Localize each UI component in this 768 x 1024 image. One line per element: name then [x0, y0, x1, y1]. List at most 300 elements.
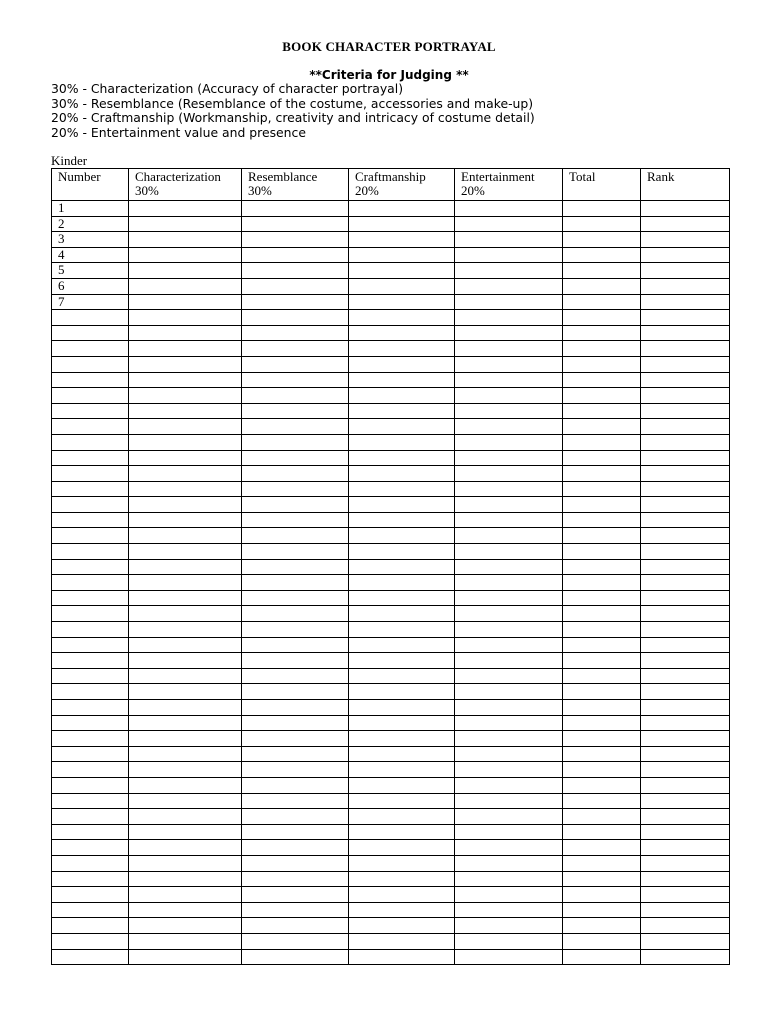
cell-total	[563, 824, 641, 840]
cell-number	[52, 356, 129, 372]
cell-resemblance	[242, 871, 349, 887]
cell-resemblance	[242, 356, 349, 372]
cell-resemblance	[242, 746, 349, 762]
cell-number	[52, 871, 129, 887]
table-row	[52, 855, 730, 871]
cell-rank	[641, 918, 730, 934]
cell-rank	[641, 419, 730, 435]
cell-characterization	[129, 528, 242, 544]
table-row	[52, 310, 730, 326]
cell-characterization	[129, 450, 242, 466]
cell-craftmanship	[349, 310, 455, 326]
cell-resemblance	[242, 606, 349, 622]
column-header-total: Total	[563, 169, 641, 201]
cell-entertainment	[455, 559, 563, 575]
table-row	[52, 606, 730, 622]
cell-resemblance	[242, 949, 349, 965]
table-row	[52, 356, 730, 372]
cell-resemblance	[242, 777, 349, 793]
table-row	[52, 762, 730, 778]
cell-rank	[641, 325, 730, 341]
cell-rank	[641, 232, 730, 248]
cell-craftmanship	[349, 762, 455, 778]
cell-number	[52, 887, 129, 903]
cell-rank	[641, 356, 730, 372]
table-row	[52, 575, 730, 591]
table-row	[52, 731, 730, 747]
cell-total	[563, 590, 641, 606]
table-row	[52, 419, 730, 435]
cell-number	[52, 434, 129, 450]
cell-entertainment	[455, 325, 563, 341]
cell-total	[563, 840, 641, 856]
cell-characterization	[129, 263, 242, 279]
table-row	[52, 263, 730, 279]
cell-total	[563, 434, 641, 450]
cell-craftmanship	[349, 871, 455, 887]
cell-craftmanship	[349, 216, 455, 232]
criteria-list	[51, 82, 535, 140]
cell-resemblance	[242, 419, 349, 435]
cell-rank	[641, 216, 730, 232]
cell-entertainment	[455, 840, 563, 856]
cell-characterization	[129, 232, 242, 248]
cell-craftmanship	[349, 777, 455, 793]
table-row	[52, 528, 730, 544]
cell-entertainment	[455, 637, 563, 653]
cell-total	[563, 201, 641, 217]
cell-craftmanship	[349, 450, 455, 466]
cell-characterization	[129, 341, 242, 357]
cell-number	[52, 372, 129, 388]
cell-entertainment	[455, 372, 563, 388]
cell-number: 3	[52, 232, 129, 248]
cell-resemblance	[242, 201, 349, 217]
table-row	[52, 871, 730, 887]
cell-number	[52, 653, 129, 669]
cell-resemblance	[242, 668, 349, 684]
cell-resemblance	[242, 403, 349, 419]
table-row	[52, 216, 730, 232]
cell-total	[563, 512, 641, 528]
cell-rank	[641, 933, 730, 949]
table-row	[52, 777, 730, 793]
table-row	[52, 544, 730, 560]
cell-rank	[641, 887, 730, 903]
cell-total	[563, 622, 641, 638]
table-row	[52, 887, 730, 903]
cell-resemblance	[242, 715, 349, 731]
cell-number	[52, 700, 129, 716]
cell-resemblance	[242, 512, 349, 528]
cell-characterization	[129, 544, 242, 560]
table-row	[52, 232, 730, 248]
cell-total	[563, 466, 641, 482]
cell-rank	[641, 855, 730, 871]
cell-craftmanship	[349, 481, 455, 497]
cell-entertainment	[455, 590, 563, 606]
cell-rank	[641, 653, 730, 669]
column-header-entertainment: Entertainment 20%	[455, 169, 563, 201]
cell-entertainment	[455, 933, 563, 949]
cell-craftmanship	[349, 902, 455, 918]
cell-craftmanship	[349, 466, 455, 482]
cell-total	[563, 777, 641, 793]
cell-craftmanship	[349, 559, 455, 575]
cell-entertainment	[455, 497, 563, 513]
table-row	[52, 450, 730, 466]
cell-entertainment	[455, 809, 563, 825]
cell-entertainment	[455, 762, 563, 778]
cell-entertainment	[455, 871, 563, 887]
cell-characterization	[129, 715, 242, 731]
cell-number	[52, 466, 129, 482]
cell-entertainment	[455, 918, 563, 934]
table-row	[52, 341, 730, 357]
cell-craftmanship	[349, 497, 455, 513]
cell-characterization	[129, 201, 242, 217]
cell-craftmanship	[349, 247, 455, 263]
table-row	[52, 325, 730, 341]
cell-entertainment	[455, 232, 563, 248]
cell-rank	[641, 528, 730, 544]
cell-characterization	[129, 637, 242, 653]
column-header-rank: Rank	[641, 169, 730, 201]
cell-craftmanship	[349, 824, 455, 840]
cell-number	[52, 918, 129, 934]
cell-rank	[641, 606, 730, 622]
table-row	[52, 622, 730, 638]
cell-total	[563, 949, 641, 965]
cell-characterization	[129, 310, 242, 326]
cell-characterization	[129, 793, 242, 809]
cell-resemblance	[242, 559, 349, 575]
cell-characterization	[129, 622, 242, 638]
table-row	[52, 559, 730, 575]
cell-rank	[641, 590, 730, 606]
table-row	[52, 793, 730, 809]
cell-entertainment	[455, 466, 563, 482]
cell-resemblance	[242, 388, 349, 404]
cell-characterization	[129, 700, 242, 716]
cell-number	[52, 902, 129, 918]
cell-number	[52, 949, 129, 965]
table-row	[52, 949, 730, 965]
cell-characterization	[129, 824, 242, 840]
cell-craftmanship	[349, 746, 455, 762]
cell-number	[52, 855, 129, 871]
cell-rank	[641, 637, 730, 653]
cell-entertainment	[455, 793, 563, 809]
cell-total	[563, 232, 641, 248]
criterion-entertainment: 20% - Entertainment value and presence	[51, 124, 306, 140]
cell-characterization	[129, 403, 242, 419]
cell-craftmanship	[349, 201, 455, 217]
cell-entertainment	[455, 700, 563, 716]
cell-entertainment	[455, 855, 563, 871]
table-row	[52, 809, 730, 825]
cell-resemblance	[242, 700, 349, 716]
cell-total	[563, 684, 641, 700]
table-row	[52, 512, 730, 528]
table-row	[52, 278, 730, 294]
cell-total	[563, 715, 641, 731]
cell-total	[563, 887, 641, 903]
cell-rank	[641, 902, 730, 918]
cell-total	[563, 372, 641, 388]
cell-total	[563, 793, 641, 809]
criterion-craftmanship: 20% - Craftmanship (Workmanship, creativity and intricacy of costume detail)	[51, 110, 535, 125]
cell-characterization	[129, 949, 242, 965]
table-row	[52, 824, 730, 840]
cell-resemblance	[242, 466, 349, 482]
table-row	[52, 497, 730, 513]
table-row	[52, 372, 730, 388]
cell-total	[563, 668, 641, 684]
cell-rank	[641, 762, 730, 778]
cell-resemblance	[242, 684, 349, 700]
cell-craftmanship	[349, 606, 455, 622]
cell-characterization	[129, 278, 242, 294]
cell-entertainment	[455, 824, 563, 840]
cell-resemblance	[242, 824, 349, 840]
cell-resemblance	[242, 590, 349, 606]
cell-craftmanship	[349, 544, 455, 560]
cell-entertainment	[455, 294, 563, 310]
cell-craftmanship	[349, 434, 455, 450]
cell-characterization	[129, 559, 242, 575]
cell-craftmanship	[349, 933, 455, 949]
cell-characterization	[129, 871, 242, 887]
cell-total	[563, 575, 641, 591]
cell-craftmanship	[349, 684, 455, 700]
cell-entertainment	[455, 356, 563, 372]
cell-total	[563, 450, 641, 466]
cell-characterization	[129, 216, 242, 232]
cell-total	[563, 902, 641, 918]
column-header-resemblance: Resemblance 30%	[242, 169, 349, 201]
cell-rank	[641, 746, 730, 762]
cell-rank	[641, 341, 730, 357]
cell-number	[52, 684, 129, 700]
cell-entertainment	[455, 949, 563, 965]
cell-craftmanship	[349, 294, 455, 310]
column-header-characterization: Characterization 30%	[129, 169, 242, 201]
table-row	[52, 388, 730, 404]
cell-entertainment	[455, 575, 563, 591]
table-row	[52, 918, 730, 934]
cell-number: 2	[52, 216, 129, 232]
cell-rank	[641, 684, 730, 700]
cell-entertainment	[455, 310, 563, 326]
cell-resemblance	[242, 341, 349, 357]
cell-craftmanship	[349, 528, 455, 544]
cell-craftmanship	[349, 855, 455, 871]
cell-resemblance	[242, 434, 349, 450]
cell-characterization	[129, 840, 242, 856]
cell-resemblance	[242, 528, 349, 544]
cell-entertainment	[455, 902, 563, 918]
cell-resemblance	[242, 232, 349, 248]
cell-craftmanship	[349, 388, 455, 404]
cell-rank	[641, 809, 730, 825]
cell-resemblance	[242, 887, 349, 903]
table-row	[52, 668, 730, 684]
cell-number	[52, 637, 129, 653]
cell-resemblance	[242, 575, 349, 591]
cell-craftmanship	[349, 278, 455, 294]
cell-characterization	[129, 356, 242, 372]
cell-rank	[641, 450, 730, 466]
cell-total	[563, 762, 641, 778]
cell-craftmanship	[349, 715, 455, 731]
cell-rank	[641, 715, 730, 731]
table-row	[52, 700, 730, 716]
cell-total	[563, 559, 641, 575]
cell-craftmanship	[349, 232, 455, 248]
cell-total	[563, 731, 641, 747]
table-row	[52, 746, 730, 762]
cell-resemblance	[242, 902, 349, 918]
cell-entertainment	[455, 731, 563, 747]
cell-total	[563, 419, 641, 435]
cell-rank	[641, 403, 730, 419]
cell-total	[563, 871, 641, 887]
cell-resemblance	[242, 622, 349, 638]
cell-craftmanship	[349, 575, 455, 591]
table-row	[52, 590, 730, 606]
cell-resemblance	[242, 933, 349, 949]
table-row	[52, 481, 730, 497]
cell-characterization	[129, 746, 242, 762]
cell-entertainment	[455, 544, 563, 560]
cell-characterization	[129, 325, 242, 341]
cell-number	[52, 622, 129, 638]
cell-rank	[641, 731, 730, 747]
cell-entertainment	[455, 403, 563, 419]
cell-rank	[641, 840, 730, 856]
table-row	[52, 933, 730, 949]
cell-resemblance	[242, 247, 349, 263]
cell-number	[52, 575, 129, 591]
cell-total	[563, 403, 641, 419]
cell-resemblance	[242, 372, 349, 388]
cell-craftmanship	[349, 403, 455, 419]
cell-craftmanship	[349, 372, 455, 388]
cell-total	[563, 216, 641, 232]
cell-number: 5	[52, 263, 129, 279]
cell-entertainment	[455, 606, 563, 622]
cell-resemblance	[242, 278, 349, 294]
cell-entertainment	[455, 715, 563, 731]
cell-craftmanship	[349, 512, 455, 528]
cell-number	[52, 544, 129, 560]
cell-resemblance	[242, 294, 349, 310]
group-label: Kinder	[51, 153, 88, 168]
cell-rank	[641, 247, 730, 263]
cell-resemblance	[242, 653, 349, 669]
cell-characterization	[129, 590, 242, 606]
cell-entertainment	[455, 450, 563, 466]
cell-craftmanship	[349, 887, 455, 903]
cell-total	[563, 497, 641, 513]
cell-rank	[641, 700, 730, 716]
cell-craftmanship	[349, 668, 455, 684]
cell-characterization	[129, 887, 242, 903]
cell-number: 4	[52, 247, 129, 263]
column-header-craftmanship: Craftmanship 20%	[349, 169, 455, 201]
cell-number	[52, 497, 129, 513]
cell-total	[563, 918, 641, 934]
cell-craftmanship	[349, 840, 455, 856]
table-row	[52, 201, 730, 217]
column-header-number: Number	[52, 169, 129, 201]
cell-craftmanship	[349, 793, 455, 809]
cell-total	[563, 278, 641, 294]
cell-craftmanship	[349, 700, 455, 716]
cell-total	[563, 809, 641, 825]
cell-craftmanship	[349, 918, 455, 934]
cell-characterization	[129, 512, 242, 528]
cell-number	[52, 793, 129, 809]
cell-characterization	[129, 372, 242, 388]
cell-rank	[641, 575, 730, 591]
cell-characterization	[129, 466, 242, 482]
cell-characterization	[129, 933, 242, 949]
cell-rank	[641, 793, 730, 809]
cell-characterization	[129, 855, 242, 871]
cell-total	[563, 746, 641, 762]
cell-characterization	[129, 684, 242, 700]
table-row	[52, 840, 730, 856]
cell-characterization	[129, 653, 242, 669]
cell-total	[563, 341, 641, 357]
cell-characterization	[129, 497, 242, 513]
cell-rank	[641, 201, 730, 217]
cell-rank	[641, 481, 730, 497]
cell-number	[52, 481, 129, 497]
cell-entertainment	[455, 653, 563, 669]
criterion-characterization: 30% - Characterization (Accuracy of character portrayal)	[51, 81, 404, 96]
cell-craftmanship	[349, 637, 455, 653]
cell-characterization	[129, 247, 242, 263]
cell-number	[52, 310, 129, 326]
cell-characterization	[129, 762, 242, 778]
cell-resemblance	[242, 731, 349, 747]
cell-resemblance	[242, 840, 349, 856]
cell-craftmanship	[349, 341, 455, 357]
cell-craftmanship	[349, 356, 455, 372]
table-body	[52, 201, 730, 965]
cell-rank	[641, 263, 730, 279]
cell-rank	[641, 466, 730, 482]
cell-characterization	[129, 434, 242, 450]
criterion-resemblance: 30% - Resemblance (Resemblance of the costume, accessories and make-up)	[51, 95, 534, 111]
cell-number	[52, 606, 129, 622]
cell-rank	[641, 544, 730, 560]
cell-craftmanship	[349, 809, 455, 825]
cell-number	[52, 341, 129, 357]
table-row	[52, 653, 730, 669]
cell-entertainment	[455, 247, 563, 263]
cell-number	[52, 668, 129, 684]
cell-total	[563, 481, 641, 497]
table-row	[52, 294, 730, 310]
cell-total	[563, 637, 641, 653]
cell-characterization	[129, 809, 242, 825]
cell-entertainment	[455, 887, 563, 903]
cell-number	[52, 762, 129, 778]
